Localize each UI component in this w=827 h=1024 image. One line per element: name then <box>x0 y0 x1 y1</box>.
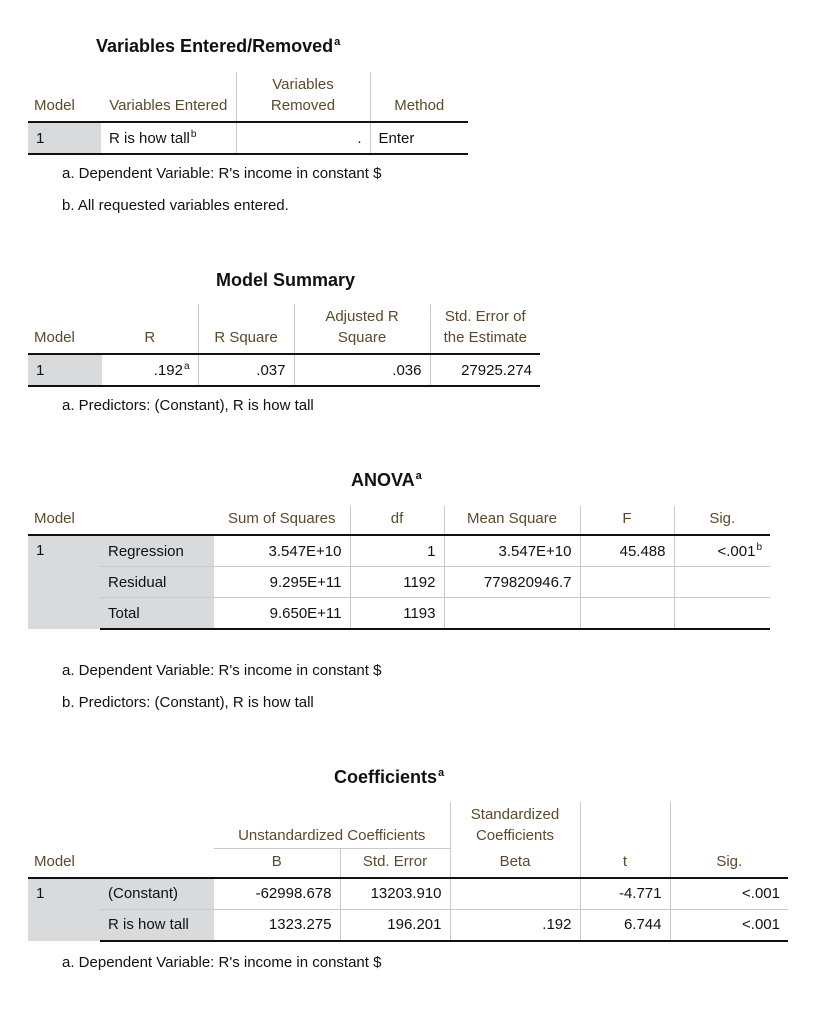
header-sig: Sig. <box>670 802 788 878</box>
title-text: Coefficients <box>334 767 438 787</box>
cell-source: Regression <box>100 535 214 567</box>
model-summary-table <box>28 304 540 387</box>
header-f: F <box>580 506 674 535</box>
cell-f: 45.488 <box>580 535 674 567</box>
header-adjusted-r-square: Adjusted R Square <box>294 304 430 354</box>
header-std-error: Std. Error <box>340 848 450 878</box>
cell-t: -4.771 <box>580 878 670 910</box>
header-model: Model <box>28 72 101 122</box>
footnote-a: a. Dependent Variable: R's income in constant $ <box>62 165 382 182</box>
header-beta: Beta <box>450 848 580 878</box>
cell-sig: <.001 <box>670 909 788 941</box>
entered-text: R is how tall <box>109 130 190 147</box>
cell-model: 1 <box>28 122 101 154</box>
title-footnote: a <box>334 36 341 48</box>
header-method: Method <box>370 72 468 122</box>
variables-entered-table <box>28 72 468 155</box>
table-row <box>28 354 540 386</box>
title-text: ANOVA <box>351 470 415 490</box>
cell-r-square: .037 <box>198 354 294 386</box>
cell-t: 6.744 <box>580 909 670 941</box>
header-variables-entered: Variables Entered <box>101 72 236 122</box>
footnote-a: a. Dependent Variable: R's income in constant $ <box>62 954 382 971</box>
anova-table <box>28 506 770 630</box>
header-source <box>100 506 214 535</box>
cell-sig: <.001 <box>742 885 780 902</box>
table-row <box>28 535 770 567</box>
cell-r <box>102 354 198 386</box>
cell-sig <box>674 567 770 598</box>
header-model: Model <box>28 802 100 878</box>
header-r-square: R Square <box>198 304 294 354</box>
title-text: Variables Entered/Removed <box>96 36 334 56</box>
cell-std-error: 13203.910 <box>340 878 450 910</box>
cell-sum-of-squares: 9.295E+11 <box>214 567 350 598</box>
cell-df: 1192 <box>350 567 444 598</box>
coefficients-title <box>334 767 444 788</box>
entered-footnote: b <box>190 129 197 140</box>
header-mean-square: Mean Square <box>444 506 580 535</box>
title-footnote: a <box>438 767 445 779</box>
cell-sum-of-squares: 3.547E+10 <box>214 535 350 567</box>
cell-std-error: 196.201 <box>340 909 450 941</box>
cell-mean-square: 3.547E+10 <box>444 535 580 567</box>
anova-title <box>351 470 422 491</box>
header-std-error-estimate: Std. Error of the Estimate <box>430 304 540 354</box>
cell-b: -62998.678 <box>214 878 340 910</box>
r-value: .192 <box>153 362 183 379</box>
cell-beta <box>450 878 580 910</box>
cell-removed: . <box>236 122 370 154</box>
table-row <box>28 598 770 630</box>
header-r: R <box>102 304 198 354</box>
footnote-a: a. Predictors: (Constant), R is how tall <box>62 397 314 414</box>
cell-f <box>580 598 674 630</box>
cell-source: Residual <box>100 567 214 598</box>
header-b: B <box>214 848 340 878</box>
sig-footnote: b <box>756 542 762 553</box>
table-row <box>28 567 770 598</box>
cell-source: Total <box>100 598 214 630</box>
header-standardized-coefficients: Standardized Coefficients <box>450 802 580 848</box>
header-unstandardized-coefficients: Unstandardized Coefficients <box>214 802 450 848</box>
header-sum-of-squares: Sum of Squares <box>214 506 350 535</box>
cell-std-error-estimate: 27925.274 <box>430 354 540 386</box>
cell-term: (Constant) <box>100 878 214 910</box>
cell-model: 1 <box>28 354 102 386</box>
cell-sig <box>674 535 770 567</box>
model-summary-title: Model Summary <box>216 270 356 290</box>
title-footnote: a <box>415 470 422 482</box>
cell-mean-square: 779820946.7 <box>444 567 580 598</box>
sig-value: <.001 <box>717 543 756 560</box>
cell-entered <box>101 122 236 154</box>
r-footnote: a <box>183 361 190 372</box>
cell-method: Enter <box>370 122 468 154</box>
footnote-a: a. Dependent Variable: R's income in constant $ <box>62 662 382 679</box>
table-row <box>28 122 468 154</box>
header-t: t <box>580 802 670 878</box>
cell-df: 1193 <box>350 598 444 630</box>
cell-b: 1323.275 <box>214 909 340 941</box>
footnote-b: b. All requested variables entered. <box>62 197 289 214</box>
cell-sum-of-squares: 9.650E+11 <box>214 598 350 630</box>
cell-sig <box>674 598 770 630</box>
coefficients-table <box>28 802 788 942</box>
footnote-b: b. Predictors: (Constant), R is how tall <box>62 694 314 711</box>
cell-beta: .192 <box>450 909 580 941</box>
table-row <box>28 909 788 941</box>
cell-f <box>580 567 674 598</box>
header-sig: Sig. <box>674 506 770 535</box>
cell-mean-square <box>444 598 580 630</box>
cell-model: 1 <box>28 878 100 941</box>
variables-entered-title <box>96 36 340 57</box>
header-df: df <box>350 506 444 535</box>
cell-adjusted-r-square: .036 <box>294 354 430 386</box>
header-model: Model <box>28 304 102 354</box>
header-term <box>100 802 214 878</box>
cell-df: 1 <box>350 535 444 567</box>
header-variables-removed: Variables Removed <box>236 72 370 122</box>
table-row <box>28 878 788 910</box>
cell-term: R is how tall <box>100 909 214 941</box>
cell-model: 1 <box>28 535 100 629</box>
header-model: Model <box>28 506 100 535</box>
